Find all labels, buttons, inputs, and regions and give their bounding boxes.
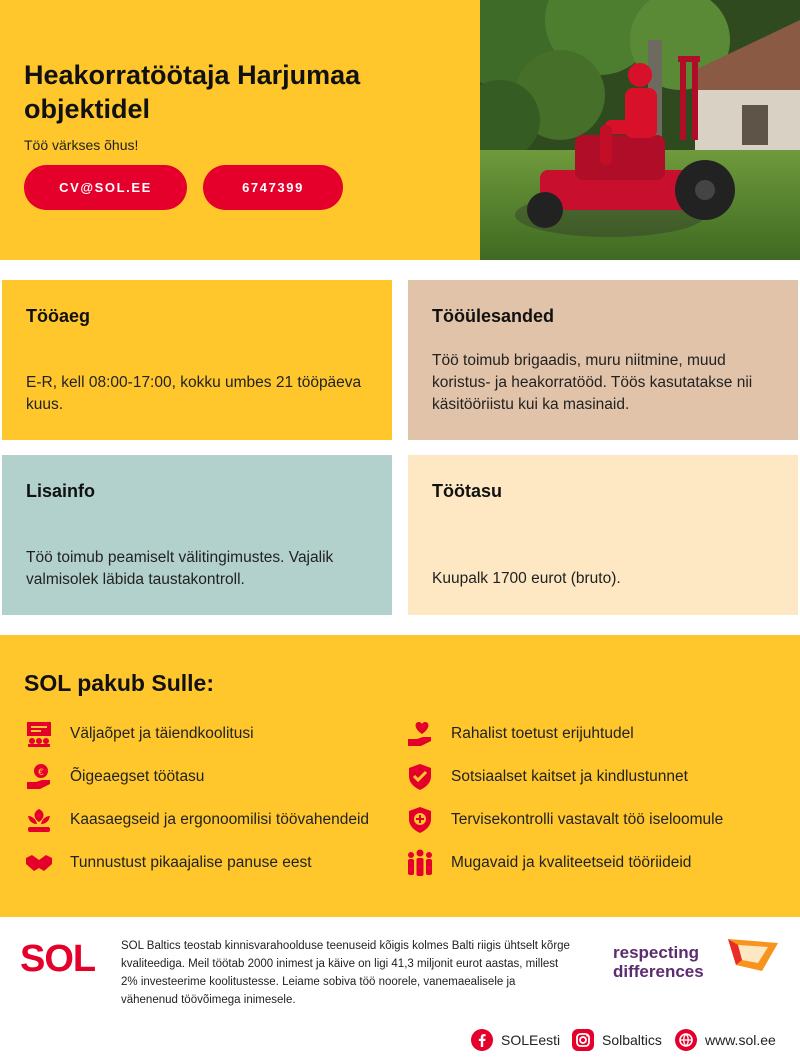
benefit-item <box>404 718 634 750</box>
card-title: Lisainfo <box>26 481 96 501</box>
phone-button[interactable]: 6747399 <box>203 165 343 210</box>
card-title: Tööaeg <box>26 306 91 326</box>
euro-hand-icon <box>23 761 55 793</box>
benefits-title: SOL pakub Sulle: <box>24 670 214 696</box>
benefit-item <box>23 718 254 750</box>
hero-photo-mower <box>480 0 800 260</box>
benefit-item <box>23 804 370 836</box>
card-text: Töö toimub peamiselt välitingimustes. Vajalik valmisolek läbida taustakontroll. <box>26 549 334 588</box>
benefit-label: Mugavaid ja kvaliteetseid tööriideid <box>451 854 692 871</box>
card-working-hours <box>2 280 392 440</box>
social-label: SOLEesti <box>501 1032 561 1048</box>
email-button[interactable]: CV@SOL.EE <box>24 165 187 210</box>
svg-text:SOL: SOL <box>20 939 96 975</box>
hero-banner <box>0 0 800 260</box>
page-title: Heakorratöötaja Harjumaa objektidel <box>24 60 361 124</box>
handshake-icon <box>23 847 55 879</box>
benefit-item <box>404 847 692 879</box>
card-title: Tööülesanded <box>432 306 555 326</box>
social-label: www.sol.ee <box>705 1032 776 1048</box>
svg-text:€: € <box>38 768 44 778</box>
training-icon <box>23 718 55 750</box>
facebook-icon <box>471 1029 493 1051</box>
card-title: Töötasu <box>432 481 502 501</box>
company-description: SOL Baltics teostab kinnisvarahoolduse teenuseid kõigis kolmes Balti riigis ühtselt kõrge kvaliteediga. Meil töötab 2000 inimest ja käive on ligi 41,3 miljonit eurot aastas, millest 2% investeerime koolitustesse. Leiame sobiva töö noorele, vanemaealisele ja vähenenud töövõimega inimesele. <box>121 940 570 1006</box>
benefit-item <box>404 804 724 836</box>
social-label: Solbaltics <box>602 1032 662 1048</box>
heart-hand-icon <box>404 718 436 750</box>
card-text: E-R, kell 08:00-17:00, kokku umbes 21 tööpäeva kuus. <box>26 374 362 413</box>
shield-check-icon <box>404 761 436 793</box>
benefit-label: Kaasaegseid ja ergonoomilisi töövahendeid <box>70 811 370 828</box>
card-text: Töö toimub brigaadis, muru niitmine, muud koristus- ja heakorratööd. Töös kasutatakse nii käsitööriistu kui ka masinaid. <box>432 352 753 413</box>
card-salary <box>408 455 798 615</box>
benefit-label: Väljaõpet ja täiendkoolitusi <box>70 725 254 742</box>
benefit-label: Õigeaegset töötasu <box>70 768 205 785</box>
card-text: Kuupalk 1700 eurot (bruto). <box>432 570 621 587</box>
benefits-section <box>0 635 800 917</box>
sol-logo <box>20 939 102 980</box>
footer <box>0 917 800 1061</box>
benefit-item <box>404 761 688 793</box>
people-icon <box>404 847 436 879</box>
card-additional-info <box>2 455 392 615</box>
social-facebook[interactable] <box>471 1027 560 1053</box>
benefit-label: Tunnustust pikaajalise panuse eest <box>70 854 312 871</box>
social-instagram[interactable] <box>572 1027 662 1053</box>
benefit-item <box>23 847 312 879</box>
web-icon <box>675 1029 697 1051</box>
benefit-label: Tervisekontrolli vastavalt töö iseloomule <box>451 811 724 828</box>
social-website[interactable] <box>675 1027 776 1053</box>
plant-hand-icon <box>23 804 55 836</box>
slogan-line: differences <box>613 962 704 981</box>
benefit-item <box>23 761 205 793</box>
benefit-label: Sotsiaalset kaitset ja kindlustunnet <box>451 768 688 785</box>
slogan-line: respecting <box>613 943 699 962</box>
benefit-label: Rahalist toetust erijuhtudel <box>451 725 634 742</box>
card-tasks <box>408 280 798 440</box>
instagram-icon <box>572 1029 594 1051</box>
respecting-differences-slogan <box>613 943 704 981</box>
hero-subtitle: Töö värkses õhus! <box>24 137 139 153</box>
shield-plus-icon <box>404 804 436 836</box>
respecting-differences-logo-icon <box>724 935 782 980</box>
